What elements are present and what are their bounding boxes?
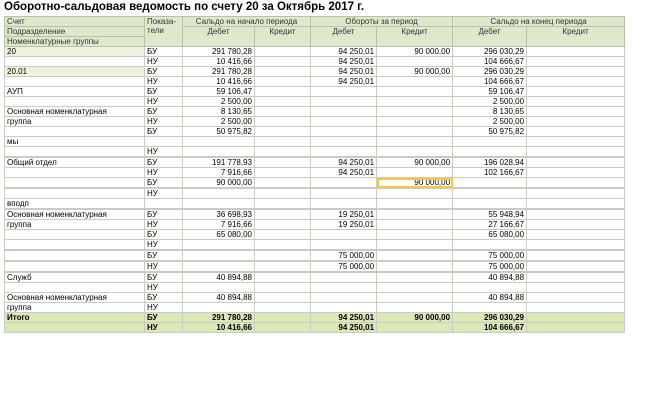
indicator-cell[interactable]: БУ — [145, 107, 183, 117]
turnover-debit-cell[interactable]: 19 250,01 — [311, 210, 377, 220]
closing-debit-cell[interactable]: 104 666,67 — [453, 323, 527, 333]
turnover-debit-cell[interactable] — [311, 240, 377, 250]
table-row[interactable] — [5, 220, 625, 230]
opening-credit-cell[interactable] — [255, 313, 311, 323]
row-name-cell[interactable] — [5, 262, 145, 272]
opening-debit-cell[interactable] — [183, 189, 255, 199]
closing-credit-cell[interactable] — [527, 262, 625, 272]
header-turnover-debit: Дебет — [311, 27, 377, 47]
header-nomenclature: Номенклатурные группы — [5, 37, 145, 47]
turnover-credit-cell[interactable] — [377, 240, 453, 250]
row-name-cell[interactable]: группа — [5, 220, 145, 230]
closing-debit-cell[interactable]: 27 166,67 — [453, 220, 527, 230]
turnover-credit-cell[interactable] — [377, 107, 453, 117]
turnover-debit-cell[interactable]: 94 250,01 — [311, 47, 377, 57]
row-name-cell[interactable] — [5, 77, 145, 87]
closing-debit-cell[interactable]: 102 166,67 — [453, 168, 527, 178]
row-name-cell[interactable]: группа — [5, 303, 145, 313]
table-row[interactable] — [5, 199, 625, 209]
opening-debit-cell[interactable]: 40 894,88 — [183, 273, 255, 283]
turnover-credit-cell[interactable] — [377, 57, 453, 67]
closing-credit-cell[interactable] — [527, 158, 625, 168]
turnover-credit-cell[interactable] — [377, 97, 453, 107]
table-row[interactable] — [5, 67, 625, 77]
opening-credit-cell[interactable] — [255, 87, 311, 97]
opening-debit-cell[interactable]: 36 698,93 — [183, 210, 255, 220]
closing-debit-cell[interactable] — [453, 199, 527, 209]
indicator-cell[interactable]: НУ — [145, 57, 183, 67]
row-name-cell[interactable] — [5, 323, 145, 333]
closing-credit-cell[interactable] — [527, 147, 625, 157]
table-row[interactable] — [5, 189, 625, 199]
closing-debit-cell[interactable]: 104 666,67 — [453, 77, 527, 87]
table-row[interactable] — [5, 127, 625, 137]
closing-debit-cell[interactable] — [453, 137, 527, 147]
opening-debit-cell[interactable] — [183, 199, 255, 209]
closing-debit-cell[interactable] — [453, 303, 527, 313]
turnover-debit-cell[interactable] — [311, 293, 377, 303]
table-row[interactable] — [5, 283, 625, 293]
closing-debit-cell[interactable]: 196 028,94 — [453, 158, 527, 168]
turnover-credit-cell[interactable]: 90 000,00 — [377, 47, 453, 57]
row-name-cell[interactable] — [5, 127, 145, 137]
totals-row[interactable] — [5, 323, 625, 333]
table-row[interactable] — [5, 137, 625, 147]
indicator-cell[interactable]: НУ — [145, 303, 183, 313]
indicator-cell[interactable]: БУ — [145, 230, 183, 240]
indicator-cell[interactable]: НУ — [145, 117, 183, 127]
closing-debit-cell[interactable]: 40 894,88 — [453, 273, 527, 283]
closing-credit-cell[interactable] — [527, 273, 625, 283]
indicator-cell[interactable]: НУ — [145, 189, 183, 199]
opening-credit-cell[interactable] — [255, 77, 311, 87]
table-row[interactable] — [5, 77, 625, 87]
turnover-debit-cell[interactable]: 94 250,01 — [311, 158, 377, 168]
opening-credit-cell[interactable] — [255, 262, 311, 272]
turnover-debit-cell[interactable] — [311, 147, 377, 157]
closing-credit-cell[interactable] — [527, 117, 625, 127]
turnover-credit-cell[interactable] — [377, 147, 453, 157]
indicator-cell[interactable]: БУ — [145, 313, 183, 323]
closing-credit-cell[interactable] — [527, 240, 625, 250]
closing-debit-cell[interactable] — [453, 147, 527, 157]
opening-debit-cell[interactable]: 90 000,00 — [183, 178, 255, 188]
table-row[interactable] — [5, 147, 625, 157]
turnover-credit-cell[interactable] — [377, 210, 453, 220]
indicator-cell[interactable] — [145, 137, 183, 147]
closing-credit-cell[interactable] — [527, 47, 625, 57]
closing-debit-cell[interactable]: 8 130,65 — [453, 107, 527, 117]
opening-credit-cell[interactable] — [255, 97, 311, 107]
row-name-cell[interactable]: группа — [5, 117, 145, 127]
opening-debit-cell[interactable] — [183, 303, 255, 313]
opening-credit-cell[interactable] — [255, 251, 311, 261]
totals-row[interactable] — [5, 313, 625, 323]
closing-credit-cell[interactable] — [527, 303, 625, 313]
opening-credit-cell[interactable] — [255, 57, 311, 67]
table-row[interactable] — [5, 262, 625, 272]
table-row[interactable] — [5, 273, 625, 283]
table-row[interactable] — [5, 57, 625, 67]
header-closing-credit: Кредит — [527, 27, 625, 47]
table-row[interactable] — [5, 293, 625, 303]
row-name-cell[interactable] — [5, 251, 145, 261]
header-subdivision: Подразделение — [5, 27, 145, 37]
closing-debit-cell[interactable]: 50 975,82 — [453, 127, 527, 137]
opening-credit-cell[interactable] — [255, 230, 311, 240]
turnover-credit-cell[interactable] — [377, 293, 453, 303]
table-row[interactable] — [5, 251, 625, 261]
turnover-debit-cell[interactable]: 75 000,00 — [311, 262, 377, 272]
indicator-cell[interactable]: БУ — [145, 67, 183, 77]
table-row[interactable] — [5, 210, 625, 220]
header-turnover: Обороты за период — [311, 17, 453, 27]
opening-credit-cell[interactable] — [255, 293, 311, 303]
turnover-debit-cell[interactable]: 19 250,01 — [311, 220, 377, 230]
opening-credit-cell[interactable] — [255, 220, 311, 230]
opening-debit-cell[interactable]: 10 416,66 — [183, 57, 255, 67]
turnover-credit-cell[interactable] — [377, 199, 453, 209]
closing-credit-cell[interactable] — [527, 67, 625, 77]
row-name-cell[interactable]: 20 — [5, 47, 145, 57]
turnover-credit-cell[interactable]: 90 000,00 — [377, 178, 453, 188]
report-table-container — [4, 16, 624, 333]
closing-debit-cell[interactable] — [453, 178, 527, 188]
opening-credit-cell[interactable] — [255, 137, 311, 147]
indicator-cell[interactable]: БУ — [145, 47, 183, 57]
header-closing: Сальдо на конец периода — [453, 17, 625, 27]
row-name-cell[interactable] — [5, 230, 145, 240]
turnover-debit-cell[interactable] — [311, 127, 377, 137]
table-row[interactable] — [5, 158, 625, 168]
opening-debit-cell[interactable]: 59 106,47 — [183, 87, 255, 97]
closing-credit-cell[interactable] — [527, 189, 625, 199]
indicator-cell[interactable]: НУ — [145, 97, 183, 107]
turnover-debit-cell[interactable]: 94 250,01 — [311, 168, 377, 178]
turnover-debit-cell[interactable] — [311, 303, 377, 313]
turnover-debit-cell[interactable] — [311, 107, 377, 117]
opening-debit-cell[interactable] — [183, 137, 255, 147]
turnover-credit-cell[interactable] — [377, 127, 453, 137]
opening-credit-cell[interactable] — [255, 273, 311, 283]
opening-credit-cell[interactable] — [255, 127, 311, 137]
table-row[interactable] — [5, 178, 625, 188]
opening-credit-cell[interactable] — [255, 67, 311, 77]
turnover-debit-cell[interactable]: 75 000,00 — [311, 251, 377, 261]
turnover-debit-cell[interactable] — [311, 273, 377, 283]
turnover-debit-cell[interactable] — [311, 189, 377, 199]
turnover-credit-cell[interactable] — [377, 77, 453, 87]
turnover-debit-cell[interactable]: 94 250,01 — [311, 57, 377, 67]
indicator-cell[interactable]: НУ — [145, 220, 183, 230]
opening-credit-cell[interactable] — [255, 147, 311, 157]
closing-credit-cell[interactable] — [527, 168, 625, 178]
opening-debit-cell[interactable]: 191 778,93 — [183, 158, 255, 168]
row-name-cell[interactable]: Итого — [5, 313, 145, 323]
closing-credit-cell[interactable] — [527, 220, 625, 230]
closing-credit-cell[interactable] — [527, 127, 625, 137]
indicator-cell[interactable]: НУ — [145, 283, 183, 293]
table-row[interactable] — [5, 87, 625, 97]
row-name-cell[interactable] — [5, 57, 145, 67]
turnover-credit-cell[interactable]: 90 000,00 — [377, 158, 453, 168]
closing-debit-cell[interactable]: 296 030,29 — [453, 67, 527, 77]
indicator-cell[interactable]: НУ — [145, 77, 183, 87]
table-row[interactable] — [5, 107, 625, 117]
opening-credit-cell[interactable] — [255, 210, 311, 220]
header-opening-debit: Дебет — [183, 27, 255, 47]
row-name-cell[interactable]: мы — [5, 137, 145, 147]
header-closing-debit: Дебет — [453, 27, 527, 47]
indicator-cell[interactable]: НУ — [145, 168, 183, 178]
closing-debit-cell[interactable] — [453, 240, 527, 250]
closing-debit-cell[interactable]: 65 080,00 — [453, 230, 527, 240]
opening-debit-cell[interactable]: 10 416,66 — [183, 77, 255, 87]
turnover-credit-cell[interactable] — [377, 251, 453, 261]
turnover-credit-cell[interactable]: 90 000,00 — [377, 313, 453, 323]
opening-credit-cell[interactable] — [255, 168, 311, 178]
opening-debit-cell[interactable]: 291 780,28 — [183, 67, 255, 77]
closing-credit-cell[interactable] — [527, 251, 625, 261]
table-row[interactable] — [5, 303, 625, 313]
closing-debit-cell[interactable]: 75 000,00 — [453, 262, 527, 272]
closing-credit-cell[interactable] — [527, 210, 625, 220]
turnover-debit-cell[interactable]: 94 250,01 — [311, 67, 377, 77]
closing-debit-cell[interactable]: 2 500,00 — [453, 97, 527, 107]
turnover-credit-cell[interactable] — [377, 283, 453, 293]
closing-debit-cell[interactable]: 59 106,47 — [453, 87, 527, 97]
opening-debit-cell[interactable]: 10 416,66 — [183, 323, 255, 333]
indicator-cell[interactable]: БУ — [145, 127, 183, 137]
indicator-cell[interactable]: НУ — [145, 262, 183, 272]
indicator-cell[interactable]: БУ — [145, 158, 183, 168]
closing-credit-cell[interactable] — [527, 323, 625, 333]
row-name-cell[interactable]: Основная номенклатурная — [5, 210, 145, 220]
turnover-credit-cell[interactable] — [377, 117, 453, 127]
opening-credit-cell[interactable] — [255, 158, 311, 168]
opening-credit-cell[interactable] — [255, 303, 311, 313]
row-name-cell[interactable] — [5, 283, 145, 293]
table-row[interactable] — [5, 97, 625, 107]
header-turnover-credit: Кредит — [377, 27, 453, 47]
row-name-cell[interactable]: АУП — [5, 87, 145, 97]
indicator-cell[interactable]: БУ — [145, 178, 183, 188]
indicator-cell[interactable]: НУ — [145, 323, 183, 333]
opening-debit-cell[interactable]: 8 130,65 — [183, 107, 255, 117]
closing-credit-cell[interactable] — [527, 97, 625, 107]
table-row[interactable] — [5, 47, 625, 57]
indicator-cell[interactable]: БУ — [145, 293, 183, 303]
indicator-cell[interactable]: НУ — [145, 240, 183, 250]
turnover-credit-cell[interactable] — [377, 220, 453, 230]
closing-debit-cell[interactable]: 40 894,88 — [453, 293, 527, 303]
opening-debit-cell[interactable]: 291 780,28 — [183, 47, 255, 57]
turnover-debit-cell[interactable] — [311, 97, 377, 107]
report-title: Оборотно-сальдовая ведомость по счету 20 за Октябрь 2017 г. — [4, 1, 365, 13]
closing-debit-cell[interactable]: 55 948,94 — [453, 210, 527, 220]
turnover-debit-cell[interactable] — [311, 199, 377, 209]
turnover-credit-cell[interactable]: 90 000,00 — [377, 67, 453, 77]
opening-debit-cell[interactable] — [183, 147, 255, 157]
closing-debit-cell[interactable]: 75 000,00 — [453, 251, 527, 261]
table-row[interactable] — [5, 117, 625, 127]
closing-credit-cell[interactable] — [527, 77, 625, 87]
header-opening: Сальдо на начало периода — [183, 17, 311, 27]
turnover-debit-cell[interactable] — [311, 178, 377, 188]
table-row[interactable] — [5, 240, 625, 250]
opening-debit-cell[interactable]: 7 916,66 — [183, 220, 255, 230]
closing-credit-cell[interactable] — [527, 199, 625, 209]
opening-debit-cell[interactable]: 40 894,88 — [183, 293, 255, 303]
row-name-cell[interactable]: Общий отдел — [5, 158, 145, 168]
closing-debit-cell[interactable]: 2 500,00 — [453, 117, 527, 127]
opening-credit-cell[interactable] — [255, 178, 311, 188]
report-table — [4, 16, 625, 333]
closing-credit-cell[interactable] — [527, 87, 625, 97]
closing-debit-cell[interactable]: 296 030,29 — [453, 313, 527, 323]
opening-debit-cell[interactable]: 7 916,66 — [183, 168, 255, 178]
turnover-credit-cell[interactable] — [377, 168, 453, 178]
opening-credit-cell[interactable] — [255, 240, 311, 250]
closing-credit-cell[interactable] — [527, 313, 625, 323]
opening-credit-cell[interactable] — [255, 117, 311, 127]
opening-credit-cell[interactable] — [255, 323, 311, 333]
indicator-cell[interactable]: БУ — [145, 251, 183, 261]
header-indicators: Показа-тели — [145, 17, 183, 47]
turnover-debit-cell[interactable] — [311, 117, 377, 127]
indicator-cell[interactable]: БУ — [145, 87, 183, 97]
closing-credit-cell[interactable] — [527, 283, 625, 293]
turnover-credit-cell[interactable] — [377, 189, 453, 199]
header-opening-credit: Кредит — [255, 27, 311, 47]
turnover-credit-cell[interactable] — [377, 323, 453, 333]
turnover-debit-cell[interactable] — [311, 230, 377, 240]
closing-debit-cell[interactable]: 296 030,29 — [453, 47, 527, 57]
opening-debit-cell[interactable]: 291 780,28 — [183, 313, 255, 323]
opening-debit-cell[interactable] — [183, 262, 255, 272]
row-name-cell[interactable] — [5, 168, 145, 178]
turnover-debit-cell[interactable]: 94 250,01 — [311, 77, 377, 87]
opening-debit-cell[interactable] — [183, 283, 255, 293]
header-account: Счет — [5, 17, 145, 27]
row-name-cell[interactable]: 20.01 — [5, 67, 145, 77]
turnover-credit-cell[interactable] — [377, 230, 453, 240]
closing-debit-cell[interactable] — [453, 283, 527, 293]
indicator-cell[interactable]: НУ — [145, 147, 183, 157]
opening-debit-cell[interactable]: 2 500,00 — [183, 117, 255, 127]
row-name-cell[interactable] — [5, 178, 145, 188]
row-name-cell[interactable]: Служб — [5, 273, 145, 283]
indicator-cell[interactable]: БУ — [145, 210, 183, 220]
turnover-credit-cell[interactable] — [377, 273, 453, 283]
opening-debit-cell[interactable] — [183, 251, 255, 261]
opening-credit-cell[interactable] — [255, 107, 311, 117]
opening-credit-cell[interactable] — [255, 199, 311, 209]
closing-debit-cell[interactable] — [453, 189, 527, 199]
turnover-debit-cell[interactable]: 94 250,01 — [311, 323, 377, 333]
turnover-debit-cell[interactable]: 94 250,01 — [311, 313, 377, 323]
turnover-debit-cell[interactable] — [311, 283, 377, 293]
indicator-cell[interactable] — [145, 199, 183, 209]
opening-debit-cell[interactable]: 2 500,00 — [183, 97, 255, 107]
opening-credit-cell[interactable] — [255, 189, 311, 199]
turnover-credit-cell[interactable] — [377, 87, 453, 97]
closing-debit-cell[interactable]: 104 666,67 — [453, 57, 527, 67]
row-name-cell[interactable] — [5, 240, 145, 250]
closing-credit-cell[interactable] — [527, 230, 625, 240]
opening-debit-cell[interactable]: 65 080,00 — [183, 230, 255, 240]
turnover-debit-cell[interactable] — [311, 137, 377, 147]
row-name-cell[interactable] — [5, 97, 145, 107]
row-name-cell[interactable]: Основная номенклатурная — [5, 107, 145, 117]
table-row[interactable] — [5, 230, 625, 240]
closing-credit-cell[interactable] — [527, 137, 625, 147]
turnover-credit-cell[interactable] — [377, 262, 453, 272]
turnover-credit-cell[interactable] — [377, 137, 453, 147]
closing-credit-cell[interactable] — [527, 57, 625, 67]
table-row[interactable] — [5, 168, 625, 178]
opening-debit-cell[interactable] — [183, 240, 255, 250]
closing-credit-cell[interactable] — [527, 178, 625, 188]
row-name-cell[interactable] — [5, 189, 145, 199]
closing-credit-cell[interactable] — [527, 107, 625, 117]
turnover-debit-cell[interactable] — [311, 87, 377, 97]
row-name-cell[interactable]: Основная номенклатурная — [5, 293, 145, 303]
opening-credit-cell[interactable] — [255, 283, 311, 293]
closing-credit-cell[interactable] — [527, 293, 625, 303]
turnover-credit-cell[interactable] — [377, 303, 453, 313]
row-name-cell[interactable] — [5, 147, 145, 157]
opening-credit-cell[interactable] — [255, 47, 311, 57]
opening-debit-cell[interactable]: 50 975,82 — [183, 127, 255, 137]
row-name-cell[interactable]: вподп — [5, 199, 145, 209]
indicator-cell[interactable]: БУ — [145, 273, 183, 283]
